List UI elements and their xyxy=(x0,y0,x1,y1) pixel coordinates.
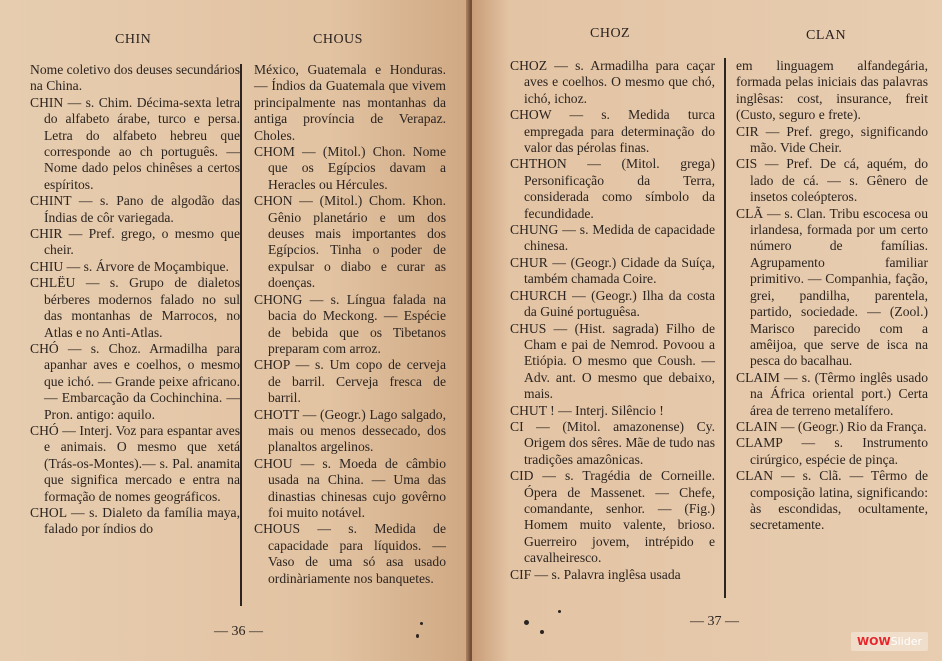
dictionary-entry: CHUR — (Geogr.) Cidade da Suíça, também chamada Coire. xyxy=(510,254,715,287)
dictionary-entry: CHUT ! — Interj. Silêncio ! xyxy=(510,402,664,418)
left-column-2 xyxy=(254,62,446,587)
right-page xyxy=(472,0,942,661)
watermark-badge xyxy=(851,632,928,651)
dictionary-entry: CHUS — (Hist. sagrada) Filho de Cham e pai de Nemrod. Povoou a Etiópia. O mesmo que Coush. — Adv. ant. O mesmo que debaixo, mais. xyxy=(510,320,715,402)
dictionary-entry: CHÓ — s. Choz. Armadilha para apanhar aves e coelhos, o mesmo que ichó. — Grande peixe africano. — Embarcação da Cochinchina. — Pron. antigo: aquilo. xyxy=(30,340,240,422)
ink-speck xyxy=(416,634,419,638)
dictionary-entry: CHÓ — Interj. Voz para espantar aves e animais. O mesmo que xetá (Trás-os-Montes).— s. Pal. anamita que significa mercado e entra na formação de nomes geográficos. xyxy=(30,422,240,504)
dictionary-entry: CHOW — s. Medida turca empregada para determinação do valor das pérolas finas. xyxy=(510,107,715,156)
watermark-brand: WOW xyxy=(857,635,891,648)
dictionary-entry: CHIU — s. Árvore de Moçambique. xyxy=(30,258,229,274)
page-number-left: — 36 — xyxy=(214,624,263,639)
dictionary-entry: CHIN — s. Chim. Décima-sexta letra do alfabeto árabe, turco e persa. Letra do alfabeto hebreu que corresponde ao ch português. — Nome dado pelos chinêses a certos espíritos. xyxy=(30,94,240,192)
dictionary-entry: CLAMP — s. Instrumento cirúrgico, espécie de pinça. xyxy=(736,435,928,467)
dictionary-entry: CIF — s. Palavra inglêsa usada xyxy=(510,566,681,582)
right-column-1 xyxy=(510,58,715,583)
dictionary-entry: CLAN — s. Clã. — Têrmo de composição latina, significando: às escondidas, ocultamente, secretamente. xyxy=(736,468,928,533)
dictionary-entry: CLÃ — s. Clan. Tribu escocesa ou irlandesa, formada por um certo número de famílias. Agrupamento familiar primitivo. — Companhia, fação, grei, pandilha, parentela, partido, sociedade. — (Zool.) Marisco parecido com a amêijoa, que serve de isca na pesca do bacalhau. xyxy=(736,205,928,369)
dictionary-entry: CLAIN — (Geogr.) Rio da França. xyxy=(736,418,927,434)
dictionary-entry: CIR — Pref. grego, significando mão. Vide Cheir. xyxy=(736,123,928,156)
dictionary-entry: CHLËU — s. Grupo de dialetos bérberes modernos falado no sul das montanhas de Marrocos, no Atlas e no Anti-Atlas. xyxy=(30,275,240,340)
right-header-right: CLAN xyxy=(806,28,847,43)
column-divider xyxy=(240,64,242,606)
dictionary-entry: CLAIM — s. (Têrmo inglês usado na África oriental port.) Certa área de terreno metalífero. xyxy=(736,369,928,418)
dictionary-entry: Nome coletivo dos deuses secundários na China. xyxy=(30,62,240,94)
dictionary-entry: CHURCH — (Geogr.) Ilha da costa da Guiné portuguêsa. xyxy=(510,287,715,320)
dictionary-entry: CHUNG — s. Medida de capacidade chinesa. xyxy=(510,222,715,254)
page-number-right: — 37 — xyxy=(690,614,739,629)
ink-speck xyxy=(524,620,529,625)
dictionary-entry: em linguagem alfandegária, formada pelas iniciais das palavras inglêsas: cost, insurance, freit (Custo, seguro e frete). xyxy=(736,58,928,123)
dictionary-entry: México, Guatemala e Honduras. — Índios da Guatemala que vivem principalmente nas montanhas da antiga província de Verapaz. Choles. xyxy=(254,62,446,143)
left-header-left: CHIN xyxy=(115,32,152,47)
dictionary-entry: CHONG — s. Língua falada na bacia do Meckong. — Espécie de bebida que os Tibetanos preparam com arroz. xyxy=(254,291,446,356)
left-page xyxy=(0,0,470,661)
dictionary-entry: CID — s. Tragédia de Corneille. Ópera de Massenet. — Chefe, comandante, senhor. — (Fig.) Homem muito valente, brioso. Guerreiro jovem, intrépido e cavalheiresco. xyxy=(510,468,715,566)
dictionary-entry: CHTHON — (Mitol. grega) Personificação da Terra, considerada como símbolo da fecundidade. xyxy=(510,156,715,221)
ink-speck xyxy=(420,622,423,625)
dictionary-entry: CHINT — s. Pano de algodão das Índias de côr variegada. xyxy=(30,193,240,225)
dictionary-entry: CHOZ — s. Armadilha para caçar aves e coelhos. O mesmo que chó, ichó, ichoz. xyxy=(510,58,715,106)
left-header-right: CHOUS xyxy=(313,32,363,47)
left-column-1 xyxy=(30,62,240,538)
ink-speck xyxy=(540,630,544,634)
dictionary-entry: CHOM — (Mitol.) Chon. Nome que os Egípcios davam a Heracles ou Hércules. xyxy=(254,144,446,192)
dictionary-entry: CHOU — s. Moeda de câmbio usada na China. — Uma das dinastias chinesas cujo govêrno foi muito notável. xyxy=(254,455,446,520)
dictionary-entry: CHOL — s. Dialeto da família maya, falado por índios do xyxy=(30,504,240,537)
dictionary-entry: CHOUS — s. Medida de capacidade para líquidos. — Vaso de uma só asa usado ordinàriamente nos banquetes. xyxy=(254,521,446,586)
dictionary-entry: CHOTT — (Geogr.) Lago salgado, mais ou menos dessecado, dos planaltos argelinos. xyxy=(254,406,446,455)
right-header-left: CHOZ xyxy=(590,26,631,41)
dictionary-entry: CHOP — s. Um copo de cerveja de barril. Cerveja fresca de barril. xyxy=(254,357,446,406)
watermark-text: Slider xyxy=(890,635,922,648)
column-divider xyxy=(724,58,726,598)
ink-speck xyxy=(558,610,561,613)
dictionary-entry: CIS — Pref. De cá, aquém, do lado de cá. — s. Gênero de insetos coleópteros. xyxy=(736,156,928,205)
dictionary-entry: CI — (Mitol. amazonense) Cy. Origem dos sêres. Mãe de tudo nas tradições amazônicas. xyxy=(510,418,715,467)
dictionary-entry: CHIR — Pref. grego, o mesmo que cheir. xyxy=(30,226,240,258)
dictionary-entry: CHON — (Mitol.) Chom. Khon. Gênio planetário e um dos deuses mais importantes dos Egípcios. Tinha o poder de expulsar o diabo e curar as doenças. xyxy=(254,193,446,291)
right-column-2 xyxy=(736,58,928,534)
